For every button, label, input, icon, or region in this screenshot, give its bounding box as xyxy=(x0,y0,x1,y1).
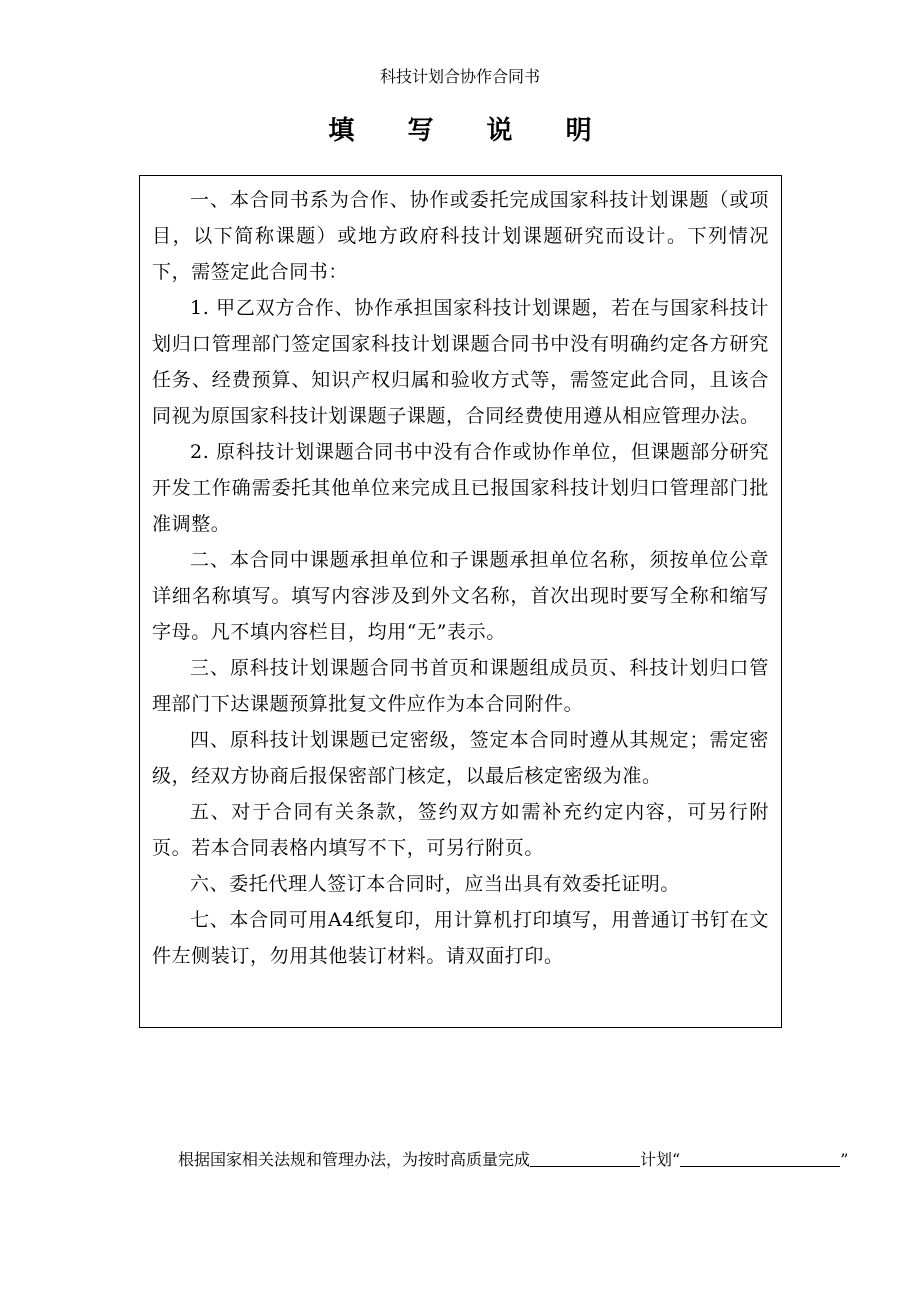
instruction-paragraph: 一、本合同书系为合作、协作或委托完成国家科技计划课题（或项目，以下简称课题）或地方政府科技计划课题研究而设计。下列情况下，需签定此合同书： xyxy=(152,189,769,283)
intro-text-middle: 计划“ xyxy=(640,1150,681,1169)
page-title: 填 写 说 明 xyxy=(328,116,614,146)
instruction-paragraph: 四、原科技计划课题已定密级，签定本合同时遵从其规定；需定密级，经双方协商后报保密部门核定，以最后核定密级为准。 xyxy=(152,729,769,787)
intro-text-end: ” xyxy=(840,1150,849,1169)
running-header: 科技计划合协作合同书 xyxy=(379,67,540,86)
instruction-paragraph: 2. 原科技计划课题合同书中没有合作或协作单位，但课题部分研究开发工作确需委托其他单位来完成且已报国家科技计划归口管理部门批准调整。 xyxy=(152,441,769,535)
instruction-paragraph: 七、本合同可用A4纸复印，用计算机打印填写，用普通订书钉在文件左侧装订，勿用其他装订材料。请双面打印。 xyxy=(152,909,769,967)
instruction-paragraph: 六、委托代理人签订本合同时，应当出具有效委托证明。 xyxy=(190,873,681,895)
plan-name-blank[interactable] xyxy=(530,1148,640,1167)
instruction-paragraph: 二、本合同中课题承担单位和子课题承担单位名称，须按单位公章详细名称填写。填写内容涉及到外文名称，首次出现时要写全称和缩写字母。凡不填内容栏目，均用“无”表示。 xyxy=(152,549,769,643)
instructions-box xyxy=(139,175,782,1028)
contract-intro-line xyxy=(178,1147,848,1173)
instruction-paragraph: 1. 甲乙双方合作、协作承担国家科技计划课题，若在与国家科技计划归口管理部门签定国家科技计划课题合同书中没有明确约定各方研究任务、经费预算、知识产权归属和验收方式等，需签定此合同，且该合同视为原国家科技计划课题子课题，合同经费使用遵从相应管理办法。 xyxy=(152,297,769,427)
intro-text-before: 根据国家相关法规和管理办法，为按时高质量完成 xyxy=(178,1150,531,1169)
instruction-paragraph: 五、对于合同有关条款，签约双方如需补充约定内容，可另行附页。若本合同表格内填写不下，可另行附页。 xyxy=(152,801,769,859)
project-name-blank[interactable] xyxy=(680,1148,840,1167)
instruction-paragraph: 三、原科技计划课题合同书首页和课题组成员页、科技计划归口管理部门下达课题预算批复文件应作为本合同附件。 xyxy=(152,657,769,715)
